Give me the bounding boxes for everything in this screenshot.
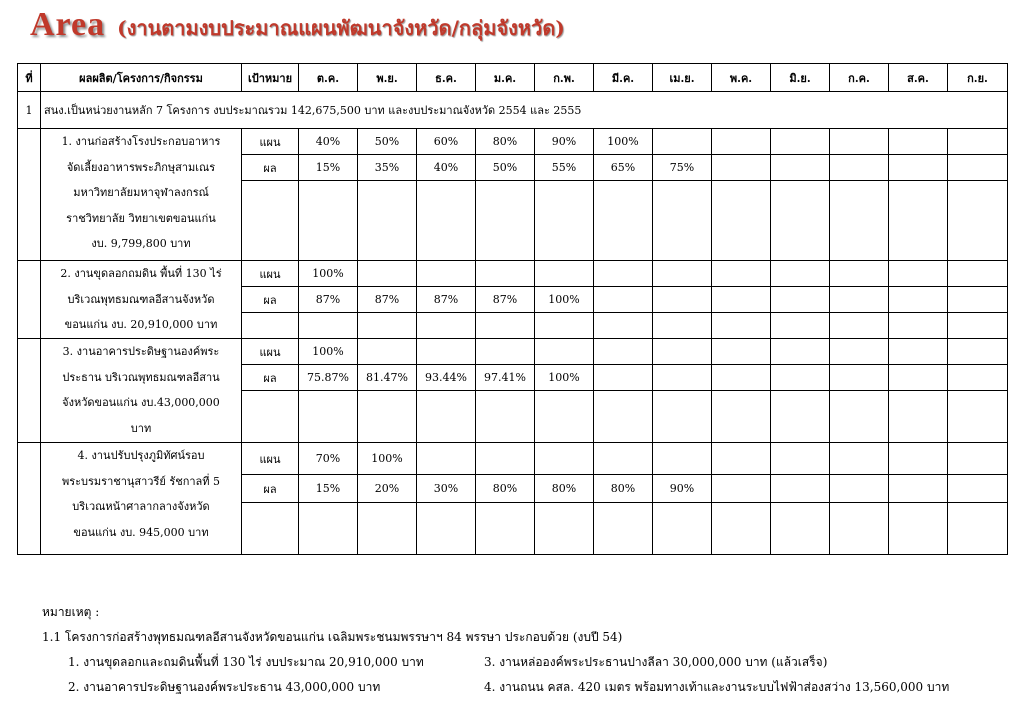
plan-cell bbox=[712, 443, 771, 475]
result-label: ผล bbox=[242, 287, 299, 313]
empty-cell bbox=[889, 503, 948, 555]
plan-cell bbox=[358, 339, 417, 365]
result-cell: 75% bbox=[653, 155, 712, 181]
plan-cell bbox=[948, 129, 1008, 155]
plan-cell: 100% bbox=[299, 339, 358, 365]
column-header: ก.พ. bbox=[535, 64, 594, 92]
plan-cell bbox=[653, 443, 712, 475]
notes-item: 1. งานขุดลอกและถมดินพื้นที่ 130 ไร่ งบประมาณ 20,910,000 บาท bbox=[68, 655, 424, 669]
plan-cell bbox=[830, 443, 889, 475]
project-description-line: 3. งานอาคารประดิษฐานองค์พระ bbox=[62, 345, 220, 358]
plan-cell bbox=[653, 261, 712, 287]
empty-cell bbox=[358, 503, 417, 555]
project-description-line: บาท bbox=[130, 421, 152, 435]
column-header: พ.ย. bbox=[358, 64, 417, 92]
plan-cell bbox=[535, 443, 594, 475]
result-cell: 35% bbox=[358, 155, 417, 181]
empty-cell bbox=[594, 313, 653, 339]
table-header-row bbox=[18, 64, 1008, 92]
result-cell bbox=[889, 287, 948, 313]
number-cell bbox=[18, 443, 41, 555]
plan-cell bbox=[653, 129, 712, 155]
empty-cell bbox=[476, 503, 535, 555]
result-cell bbox=[948, 365, 1008, 391]
plan-cell bbox=[948, 443, 1008, 475]
plan-cell bbox=[476, 443, 535, 475]
project-description bbox=[41, 443, 242, 555]
column-header: พ.ค. bbox=[712, 64, 771, 92]
empty-cell bbox=[417, 503, 476, 555]
project-description-line: ประธาน บริเวณพุทธมณฑลอีสาน bbox=[62, 370, 220, 384]
result-cell bbox=[594, 287, 653, 313]
result-cell: 87% bbox=[358, 287, 417, 313]
plan-cell: 60% bbox=[417, 129, 476, 155]
result-cell: 75.87% bbox=[299, 365, 358, 391]
plan-cell bbox=[476, 261, 535, 287]
empty-cell bbox=[476, 313, 535, 339]
empty-cell bbox=[948, 313, 1008, 339]
plan-cell bbox=[889, 129, 948, 155]
result-cell: 80% bbox=[594, 475, 653, 503]
plan-cell bbox=[712, 261, 771, 287]
empty-cell bbox=[771, 313, 830, 339]
plan-cell bbox=[771, 443, 830, 475]
plan-cell bbox=[889, 339, 948, 365]
plan-cell bbox=[417, 339, 476, 365]
empty-cell bbox=[948, 181, 1008, 261]
empty-cell bbox=[417, 181, 476, 261]
empty-cell bbox=[830, 313, 889, 339]
section-description: สนง.เป็นหน่วยงานหลัก 7 โครงการ งบประมาณรวม 142,675,500 บาท และงบประมาณจังหวัด 2554 และ 2555 bbox=[41, 92, 1008, 129]
empty-cell bbox=[299, 313, 358, 339]
project-description-line: พระบรมราชานุสาวรีย์ รัชกาลที่ 5 bbox=[61, 474, 221, 488]
progress-table bbox=[17, 63, 1008, 555]
empty-cell bbox=[712, 313, 771, 339]
result-cell: 93.44% bbox=[417, 365, 476, 391]
empty-cell bbox=[299, 391, 358, 443]
plan-cell bbox=[830, 261, 889, 287]
plan-cell bbox=[889, 443, 948, 475]
column-header: ที่ bbox=[18, 64, 41, 92]
empty-cell bbox=[417, 313, 476, 339]
result-cell bbox=[653, 287, 712, 313]
empty-cell bbox=[535, 313, 594, 339]
result-cell: 30% bbox=[417, 475, 476, 503]
plan-cell bbox=[594, 339, 653, 365]
plan-cell: 90% bbox=[535, 129, 594, 155]
result-cell bbox=[948, 475, 1008, 503]
result-cell bbox=[594, 365, 653, 391]
column-header: ก.ค. bbox=[830, 64, 889, 92]
result-cell: 80% bbox=[535, 475, 594, 503]
empty-cell bbox=[594, 503, 653, 555]
plan-cell bbox=[948, 261, 1008, 287]
empty-cell bbox=[358, 391, 417, 443]
column-header: ม.ค. bbox=[476, 64, 535, 92]
result-cell: 50% bbox=[476, 155, 535, 181]
column-header: ผลผลิต/โครงการ/กิจกรรม bbox=[41, 64, 242, 92]
result-cell: 15% bbox=[299, 475, 358, 503]
empty-cell bbox=[535, 181, 594, 261]
result-label: ผล bbox=[242, 365, 299, 391]
result-cell: 80% bbox=[476, 475, 535, 503]
empty-cell bbox=[712, 181, 771, 261]
notes-heading: หมายเหตุ : bbox=[42, 605, 100, 619]
column-header: ธ.ค. bbox=[417, 64, 476, 92]
empty-cell bbox=[653, 503, 712, 555]
project-description-line: มหาวิทยาลัยมหาจุฬาลงกรณ์ bbox=[73, 186, 209, 199]
plan-cell bbox=[653, 339, 712, 365]
plan-cell bbox=[535, 339, 594, 365]
empty-cell bbox=[771, 181, 830, 261]
result-cell bbox=[830, 287, 889, 313]
result-cell bbox=[889, 155, 948, 181]
plan-cell bbox=[417, 443, 476, 475]
empty-cell bbox=[535, 391, 594, 443]
result-cell: 90% bbox=[653, 475, 712, 503]
empty-cell bbox=[889, 391, 948, 443]
plan-cell bbox=[889, 261, 948, 287]
result-cell: 65% bbox=[594, 155, 653, 181]
result-cell bbox=[830, 155, 889, 181]
column-header: ส.ค. bbox=[889, 64, 948, 92]
plan-cell bbox=[830, 339, 889, 365]
plan-cell bbox=[712, 339, 771, 365]
project-description-line: 4. งานปรับปรุงภูมิทัศน์รอบ bbox=[77, 449, 205, 462]
empty-cell bbox=[476, 391, 535, 443]
result-cell bbox=[712, 475, 771, 503]
result-cell bbox=[771, 287, 830, 313]
notes-item: 4. งานถนน คสล. 420 เมตร พร้อมทางเท้าและงานระบบไฟฟ้าส่องสว่าง 13,560,000 บาท bbox=[484, 680, 950, 694]
title-main: Area bbox=[30, 6, 106, 43]
plan-cell: 70% bbox=[299, 443, 358, 475]
result-cell: 97.41% bbox=[476, 365, 535, 391]
empty-cell bbox=[358, 181, 417, 261]
result-cell: 20% bbox=[358, 475, 417, 503]
project-description-line: จัดเลี้ยงอาหารพระภิกษุสามเณร bbox=[66, 160, 216, 174]
plan-cell bbox=[594, 443, 653, 475]
result-cell bbox=[948, 287, 1008, 313]
project-description bbox=[41, 339, 242, 443]
empty-cell bbox=[358, 313, 417, 339]
page-title bbox=[30, 6, 565, 52]
result-cell bbox=[948, 155, 1008, 181]
plan-cell bbox=[771, 261, 830, 287]
result-cell: 87% bbox=[476, 287, 535, 313]
project-description-line: ขอนแก่น งบ. 945,000 บาท bbox=[73, 525, 209, 539]
result-cell bbox=[712, 365, 771, 391]
result-cell bbox=[653, 365, 712, 391]
section-row bbox=[18, 92, 1008, 129]
empty-cell bbox=[476, 181, 535, 261]
title-subtitle: (งานตามงบประมาณแผนพัฒนาจังหวัด/กลุ่มจังหวัด) bbox=[117, 16, 565, 40]
empty-cell bbox=[594, 391, 653, 443]
notes-item: 3. งานหล่อองค์พระประธานปางลีลา 30,000,000 บาท (แล้วเสร็จ) bbox=[484, 655, 828, 669]
number-cell bbox=[18, 339, 41, 443]
plan-label: แผน bbox=[242, 339, 299, 365]
empty-cell bbox=[830, 503, 889, 555]
plan-cell bbox=[712, 129, 771, 155]
column-header: เม.ย. bbox=[653, 64, 712, 92]
plan-cell: 50% bbox=[358, 129, 417, 155]
plan-cell: 100% bbox=[358, 443, 417, 475]
result-label: ผล bbox=[242, 155, 299, 181]
table-row bbox=[18, 443, 1008, 475]
project-description-line: ราชวิทยาลัย วิทยาเขตขอนแก่น bbox=[66, 211, 216, 225]
empty-cell bbox=[712, 503, 771, 555]
result-cell: 100% bbox=[535, 365, 594, 391]
plan-cell: 40% bbox=[299, 129, 358, 155]
empty-cell bbox=[653, 391, 712, 443]
empty-cell bbox=[417, 391, 476, 443]
project-description-line: 1. งานก่อสร้างโรงประกอบอาหาร bbox=[61, 135, 221, 148]
plan-cell bbox=[535, 261, 594, 287]
result-cell bbox=[889, 365, 948, 391]
project-description-line: งบ. 9,799,800 บาท bbox=[91, 237, 191, 250]
result-cell bbox=[771, 155, 830, 181]
column-header: มิ.ย. bbox=[771, 64, 830, 92]
empty-cell bbox=[242, 503, 299, 555]
empty-cell bbox=[712, 391, 771, 443]
empty-cell bbox=[830, 391, 889, 443]
plan-cell: 100% bbox=[594, 129, 653, 155]
plan-cell bbox=[594, 261, 653, 287]
empty-cell bbox=[889, 181, 948, 261]
plan-cell: 100% bbox=[299, 261, 358, 287]
plan-cell bbox=[948, 339, 1008, 365]
plan-cell bbox=[476, 339, 535, 365]
project-description-line: บริเวณหน้าศาลากลางจังหวัด bbox=[72, 500, 210, 513]
plan-cell bbox=[417, 261, 476, 287]
result-cell: 40% bbox=[417, 155, 476, 181]
empty-cell bbox=[535, 503, 594, 555]
result-cell bbox=[771, 365, 830, 391]
column-header: มี.ค. bbox=[594, 64, 653, 92]
plan-cell bbox=[830, 129, 889, 155]
result-cell: 87% bbox=[299, 287, 358, 313]
number-cell bbox=[18, 261, 41, 339]
table-row bbox=[18, 261, 1008, 287]
plan-cell: 80% bbox=[476, 129, 535, 155]
empty-cell bbox=[594, 181, 653, 261]
result-cell bbox=[771, 475, 830, 503]
notes-line: 1.1 โครงการก่อสร้างพุทธมณฑลอีสานจังหวัดขอนแก่น เฉลิมพระชนมพรรษาฯ 84 พรรษา ประกอบด้วย (งบปี 54) bbox=[42, 630, 623, 644]
plan-cell bbox=[358, 261, 417, 287]
result-cell: 55% bbox=[535, 155, 594, 181]
result-cell bbox=[889, 475, 948, 503]
notes-item: 2. งานอาคารประดิษฐานองค์พระประธาน 43,000,000 บาท bbox=[68, 680, 381, 694]
plan-label: แผน bbox=[242, 443, 299, 475]
section-number: 1 bbox=[18, 92, 41, 129]
empty-cell bbox=[948, 391, 1008, 443]
empty-cell bbox=[653, 313, 712, 339]
project-description-line: 2. งานขุดลอกถมดิน พื้นที่ 130 ไร่ bbox=[60, 267, 222, 280]
table-row bbox=[18, 339, 1008, 365]
plan-label: แผน bbox=[242, 129, 299, 155]
column-header: เป้าหมาย bbox=[242, 64, 299, 92]
result-cell bbox=[830, 475, 889, 503]
empty-cell bbox=[948, 503, 1008, 555]
result-label: ผล bbox=[242, 475, 299, 503]
empty-cell bbox=[242, 181, 299, 261]
result-cell: 81.47% bbox=[358, 365, 417, 391]
result-cell: 15% bbox=[299, 155, 358, 181]
plan-cell bbox=[771, 339, 830, 365]
plan-label: แผน bbox=[242, 261, 299, 287]
project-description-line: จังหวัดขอนแก่น งบ.43,000,000 bbox=[62, 396, 220, 409]
column-header: ก.ย. bbox=[948, 64, 1008, 92]
empty-cell bbox=[830, 181, 889, 261]
number-cell bbox=[18, 129, 41, 261]
empty-cell bbox=[771, 391, 830, 443]
empty-cell bbox=[889, 313, 948, 339]
column-header: ต.ค. bbox=[299, 64, 358, 92]
result-cell bbox=[830, 365, 889, 391]
result-cell bbox=[712, 155, 771, 181]
project-description bbox=[41, 129, 242, 261]
empty-cell bbox=[771, 503, 830, 555]
empty-cell bbox=[653, 181, 712, 261]
plan-cell bbox=[771, 129, 830, 155]
project-description-line: บริเวณพุทธมณฑลอีสานจังหวัด bbox=[67, 292, 215, 306]
project-description-line: ขอนแก่น งบ. 20,910,000 บาท bbox=[64, 318, 218, 331]
empty-cell bbox=[242, 391, 299, 443]
empty-cell bbox=[299, 503, 358, 555]
table-row bbox=[18, 129, 1008, 155]
empty-cell bbox=[299, 181, 358, 261]
empty-cell bbox=[242, 313, 299, 339]
notes bbox=[42, 600, 950, 700]
result-cell: 87% bbox=[417, 287, 476, 313]
result-cell bbox=[712, 287, 771, 313]
project-description bbox=[41, 261, 242, 339]
result-cell: 100% bbox=[535, 287, 594, 313]
